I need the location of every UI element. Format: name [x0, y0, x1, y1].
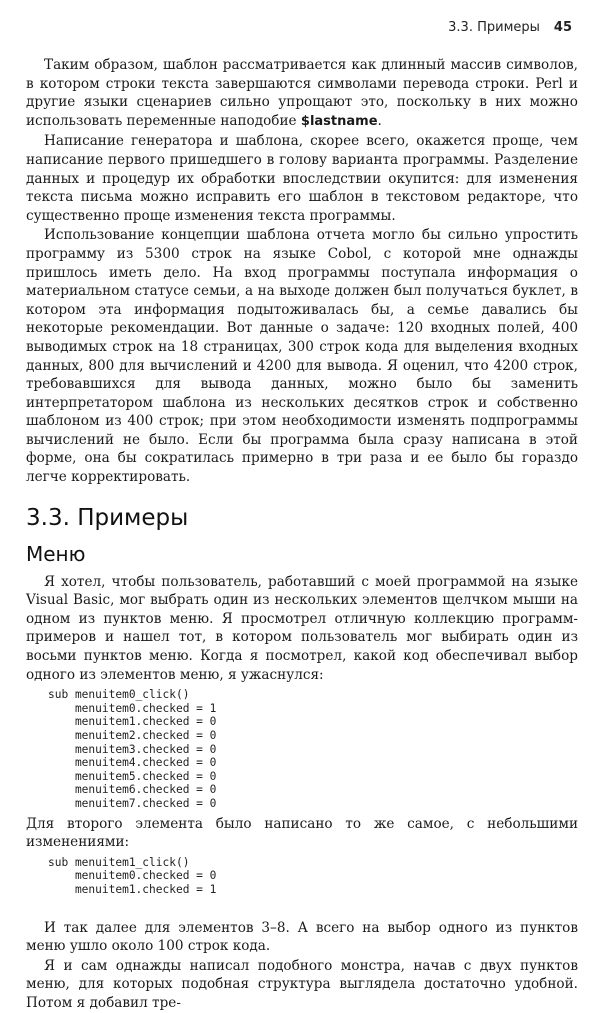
- intro-paragraph-2: Написание генератора и шаблона, скорее всего, окажется проще, чем написание первого пришедшего в голову варианта программы. Разделение данных и процедур их обработки впоследствии окупится: для изменения текста письма можно исправить его шаблон в текстовом редакторе, что существенно проще изменения текста программы.: [26, 133, 578, 224]
- intro-paragraph-3: Использование концепции шаблона отчета могло бы сильно упростить программу из 5300 строк на языке Cobol, с которой мне однажды пришлось иметь дело. На вход программы поступала информация о материальном статусе семьи, а на выходе должен был получаться буклет, в котором эта информация подытоживалась бы, а семье давались бы некоторые рекомендации. Вот данные о задаче: 120 входных полей, 400 выводимых строк на 18 страницах, 300 строк кода для выделения входных данных, 800 для вычислений и 4200 для вывода. Я оценил, что 4200 строк, требовавшихся для вывода данных, можно было бы заменить интерпретатором шаблона из нескольких десятков строк и собственно шаблоном из 400 строк; при этом необходимости изменять подпрограммы вычислений не было. Если бы программа была сразу написана в этой форме, она бы сократилась примерно в три раза и ее было бы гораздо легче корректировать.: [26, 227, 578, 486]
- spacer: [26, 901, 578, 919]
- subsection-heading-menu: Меню: [26, 541, 86, 566]
- lastname-variable: $lastname: [300, 113, 378, 129]
- closing-paragraph-1: И так далее для элементов 3–8. А всего на выбор одного из пунктов меню ушло около 100 строк кода.: [26, 919, 578, 955]
- running-header: [448, 20, 572, 35]
- intro-paragraph-1: [26, 56, 578, 131]
- second-element-paragraph: Для второго элемента было написано то же самое, с небольшими изменениями:: [26, 815, 578, 851]
- running-header-section: 3.3. Примеры: [448, 20, 540, 35]
- closing-paragraph-2: Я и сам однажды написал подобного монстра, начав с двух пунктов меню, для которых подобная структура выглядела достаточно удобной. Потом я добавил тре-: [26, 957, 578, 1011]
- page-number: 45: [553, 20, 572, 35]
- intro-paragraph-1-text: Таким образом, шаблон рассматривается как длинный массив символов, в котором строки текста завершаются символами перевода строки. Perl и другие языки сценариев сильно упрощают это, поскольку в них можно использовать переменные наподобие: [26, 57, 578, 129]
- intro-paragraph-1-end: .: [377, 112, 382, 129]
- section-heading: 3.3. Примеры: [26, 504, 189, 531]
- page-content: [26, 56, 578, 1013]
- code-listing-menuitem0: sub menuitem0_click() menuitem0.checked = 1 menuitem1.checked = 0 menuitem2.checked = 0 menuitem3.checked = 0 menuitem4.checked = 0 menuitem5.checked = 0 menuitem6.checked = 0 menuitem7.checked = 0: [48, 688, 217, 810]
- menu-paragraph: Я хотел, чтобы пользователь, работавший с моей программой на языке Visual Basic, мог выбрать один из нескольких элементов щелчком мыши на одном из пунктов меню. Я просмотрел отличную коллекцию программ-примеров и нашел тот, в котором пользователь мог выбирать один из восьми пунктов меню. Когда я посмотрел, какой код обеспечивал выбор одного из элементов меню, я ужаснулся:: [26, 573, 578, 683]
- code-listing-menuitem1: sub menuitem1_click() menuitem0.checked = 0 menuitem1.checked = 1: [48, 855, 217, 896]
